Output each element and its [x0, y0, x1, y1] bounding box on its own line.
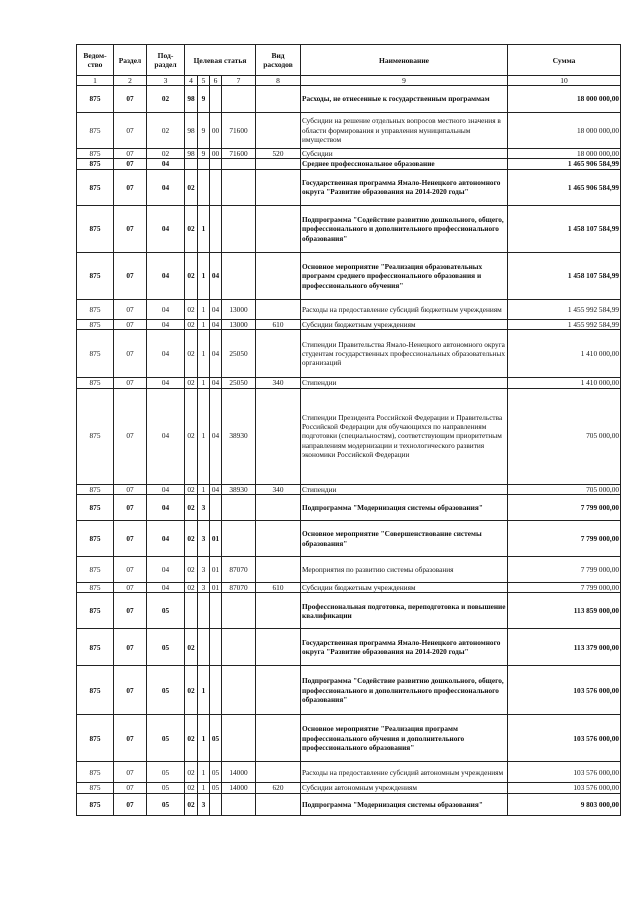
cell-summa: 113 859 000,00: [508, 593, 621, 629]
cell-program: 02: [185, 495, 198, 521]
cell-razdel: 07: [114, 593, 147, 629]
cell-vedomstvo: 875: [77, 86, 114, 113]
cell-program: 02: [185, 629, 198, 666]
table-row: [77, 378, 621, 388]
cell-event: [210, 495, 222, 521]
cell-vedomstvo: 875: [77, 149, 114, 159]
cell-summa: 1 458 107 584,99: [508, 252, 621, 299]
cell-direction: [222, 86, 256, 113]
cell-vedomstvo: 875: [77, 629, 114, 666]
cell-razdel: 07: [114, 583, 147, 593]
column-number: 9: [301, 76, 508, 86]
cell-event: [210, 159, 222, 169]
column-number: 5: [198, 76, 210, 86]
table-row: [77, 388, 621, 484]
cell-subprogram: 9: [198, 113, 210, 149]
cell-summa: 1 455 992 584,99: [508, 299, 621, 319]
cell-program: 02: [185, 484, 198, 494]
cell-vedomstvo: 875: [77, 169, 114, 205]
column-number: 4: [185, 76, 198, 86]
cell-razdel: 07: [114, 113, 147, 149]
cell-razdel: 07: [114, 378, 147, 388]
cell-direction: 87070: [222, 557, 256, 583]
cell-direction: [222, 593, 256, 629]
table-row: [77, 557, 621, 583]
cell-podrazdel: 05: [147, 715, 185, 762]
cell-event: 05: [210, 783, 222, 793]
cell-naimenovanie: Подпрограмма "Модернизация системы образования": [301, 793, 508, 815]
cell-subprogram: 9: [198, 149, 210, 159]
cell-subprogram: 1: [198, 330, 210, 378]
table-row: [77, 495, 621, 521]
table-row: [77, 205, 621, 252]
cell-podrazdel: 04: [147, 583, 185, 593]
cell-program: 02: [185, 205, 198, 252]
cell-podrazdel: 02: [147, 86, 185, 113]
cell-direction: [222, 666, 256, 715]
cell-program: 02: [185, 521, 198, 557]
cell-razdel: 07: [114, 319, 147, 329]
cell-naimenovanie: Подпрограмма "Содействие развитию дошкольного, общего, профессионального и дополнительного профессионального образования": [301, 205, 508, 252]
table-row: [77, 666, 621, 715]
cell-naimenovanie: Стипендии Президента Российской Федерации и Правительства Российской Федерации для обучающихся по направлениям подготовки (специальностям), соответствующим приоритетным направлениям модернизации и технологического развития экономики Российской Федерации: [301, 388, 508, 484]
cell-event: 01: [210, 583, 222, 593]
cell-program: 02: [185, 583, 198, 593]
cell-subprogram: 1: [198, 484, 210, 494]
cell-naimenovanie: Среднее профессиональное образование: [301, 159, 508, 169]
cell-razdel: 07: [114, 299, 147, 319]
cell-podrazdel: 05: [147, 666, 185, 715]
cell-naimenovanie: Расходы на предоставление субсидий бюджетным учреждениям: [301, 299, 508, 319]
cell-program: 98: [185, 113, 198, 149]
cell-podrazdel: 04: [147, 484, 185, 494]
cell-summa: 7 799 000,00: [508, 557, 621, 583]
cell-subprogram: 1: [198, 319, 210, 329]
cell-direction: [222, 252, 256, 299]
cell-vid-raskhodov: [256, 762, 301, 783]
cell-summa: 705 000,00: [508, 484, 621, 494]
cell-program: 02: [185, 169, 198, 205]
header-tselevaya-statya: Целевая статья: [185, 45, 256, 76]
cell-summa: 7 799 000,00: [508, 495, 621, 521]
cell-subprogram: 3: [198, 495, 210, 521]
table-row: [77, 593, 621, 629]
cell-vid-raskhodov: 340: [256, 378, 301, 388]
cell-razdel: 07: [114, 205, 147, 252]
table-row: [77, 762, 621, 783]
cell-vid-raskhodov: 620: [256, 783, 301, 793]
header-vedomstvo: Ведом-ство: [77, 45, 114, 76]
cell-subprogram: 1: [198, 666, 210, 715]
cell-vid-raskhodov: [256, 330, 301, 378]
cell-summa: 18 000 000,00: [508, 149, 621, 159]
cell-vedomstvo: 875: [77, 330, 114, 378]
cell-direction: 13000: [222, 299, 256, 319]
cell-event: [210, 205, 222, 252]
cell-vedomstvo: 875: [77, 793, 114, 815]
column-number: 1: [77, 76, 114, 86]
cell-naimenovanie: Основное мероприятие "Реализация образовательных программ среднего профессионального образования и профессионального обучения": [301, 252, 508, 299]
cell-summa: 18 000 000,00: [508, 113, 621, 149]
cell-vid-raskhodov: [256, 629, 301, 666]
cell-razdel: 07: [114, 762, 147, 783]
cell-event: 04: [210, 319, 222, 329]
cell-vedomstvo: 875: [77, 557, 114, 583]
cell-vedomstvo: 875: [77, 319, 114, 329]
cell-direction: 14000: [222, 762, 256, 783]
cell-event: [210, 629, 222, 666]
cell-event: 05: [210, 762, 222, 783]
cell-naimenovanie: Расходы, не отнесенные к государственным программам: [301, 86, 508, 113]
cell-subprogram: [198, 169, 210, 205]
table-header-row: [77, 45, 621, 76]
cell-summa: 1 465 906 584,99: [508, 169, 621, 205]
cell-razdel: 07: [114, 521, 147, 557]
cell-vid-raskhodov: [256, 495, 301, 521]
cell-summa: 103 576 000,00: [508, 666, 621, 715]
cell-naimenovanie: Субсидии бюджетным учреждениям: [301, 319, 508, 329]
cell-event: 00: [210, 113, 222, 149]
cell-naimenovanie: Профессиональная подготовка, переподготовка и повышение квалификации: [301, 593, 508, 629]
cell-vedomstvo: 875: [77, 593, 114, 629]
cell-event: 04: [210, 484, 222, 494]
cell-vid-raskhodov: [256, 521, 301, 557]
cell-summa: 1 465 906 584,99: [508, 159, 621, 169]
cell-program: 02: [185, 666, 198, 715]
cell-subprogram: 3: [198, 793, 210, 815]
cell-event: 04: [210, 330, 222, 378]
header-summa: Сумма: [508, 45, 621, 76]
cell-direction: [222, 629, 256, 666]
cell-subprogram: [198, 159, 210, 169]
cell-naimenovanie: Мероприятия по развитию системы образования: [301, 557, 508, 583]
cell-vid-raskhodov: [256, 299, 301, 319]
cell-program: [185, 159, 198, 169]
cell-event: [210, 666, 222, 715]
cell-vid-raskhodov: [256, 252, 301, 299]
budget-table: [76, 44, 621, 816]
cell-vid-raskhodov: [256, 169, 301, 205]
cell-program: 02: [185, 252, 198, 299]
cell-naimenovanie: Субсидии автономным учреждениям: [301, 783, 508, 793]
cell-vid-raskhodov: [256, 593, 301, 629]
cell-vedomstvo: 875: [77, 495, 114, 521]
column-number: 7: [222, 76, 256, 86]
cell-podrazdel: 04: [147, 299, 185, 319]
cell-subprogram: 1: [198, 388, 210, 484]
cell-podrazdel: 04: [147, 495, 185, 521]
cell-razdel: 07: [114, 557, 147, 583]
table-row: [77, 629, 621, 666]
cell-direction: 14000: [222, 783, 256, 793]
header-vid-raskhodov: Вид расходов: [256, 45, 301, 76]
table-row: [77, 783, 621, 793]
cell-event: 01: [210, 557, 222, 583]
column-number: 8: [256, 76, 301, 86]
cell-razdel: 07: [114, 169, 147, 205]
cell-subprogram: 1: [198, 299, 210, 319]
cell-razdel: 07: [114, 629, 147, 666]
cell-program: 02: [185, 319, 198, 329]
cell-direction: 25050: [222, 378, 256, 388]
cell-podrazdel: 04: [147, 252, 185, 299]
cell-event: 05: [210, 715, 222, 762]
table-row: [77, 319, 621, 329]
cell-program: 98: [185, 149, 198, 159]
cell-vedomstvo: 875: [77, 205, 114, 252]
cell-direction: 71600: [222, 113, 256, 149]
cell-direction: 87070: [222, 583, 256, 593]
cell-direction: [222, 169, 256, 205]
cell-podrazdel: 04: [147, 330, 185, 378]
table-row: [77, 252, 621, 299]
cell-naimenovanie: Государственная программа Ямало-Ненецкого автономного округа "Развитие образования на 2014-2020 годы": [301, 169, 508, 205]
cell-direction: [222, 159, 256, 169]
cell-naimenovanie: Субсидии: [301, 149, 508, 159]
cell-program: [185, 593, 198, 629]
cell-vedomstvo: 875: [77, 378, 114, 388]
table-body: [77, 86, 621, 816]
cell-event: 04: [210, 299, 222, 319]
table-row: [77, 159, 621, 169]
cell-direction: [222, 205, 256, 252]
cell-vedomstvo: 875: [77, 159, 114, 169]
cell-razdel: 07: [114, 86, 147, 113]
table-row: [77, 583, 621, 593]
cell-naimenovanie: Подпрограмма "Модернизация системы образования": [301, 495, 508, 521]
cell-subprogram: 1: [198, 762, 210, 783]
cell-summa: 7 799 000,00: [508, 583, 621, 593]
cell-vedomstvo: 875: [77, 113, 114, 149]
cell-podrazdel: 04: [147, 388, 185, 484]
cell-summa: 7 799 000,00: [508, 521, 621, 557]
cell-direction: 38930: [222, 388, 256, 484]
cell-vid-raskhodov: [256, 793, 301, 815]
cell-event: [210, 593, 222, 629]
cell-program: 02: [185, 557, 198, 583]
cell-vedomstvo: 875: [77, 666, 114, 715]
cell-vedomstvo: 875: [77, 762, 114, 783]
cell-vedomstvo: 875: [77, 388, 114, 484]
cell-razdel: 07: [114, 159, 147, 169]
cell-program: 02: [185, 388, 198, 484]
table-row: [77, 484, 621, 494]
cell-razdel: 07: [114, 793, 147, 815]
cell-program: 98: [185, 86, 198, 113]
column-number: 6: [210, 76, 222, 86]
cell-vid-raskhodov: [256, 557, 301, 583]
cell-summa: 1 410 000,00: [508, 330, 621, 378]
cell-vid-raskhodov: [256, 205, 301, 252]
cell-program: 02: [185, 715, 198, 762]
cell-subprogram: 1: [198, 783, 210, 793]
cell-razdel: 07: [114, 149, 147, 159]
cell-vid-raskhodov: 340: [256, 484, 301, 494]
cell-program: 02: [185, 793, 198, 815]
header-podrazdel: Под-раздел: [147, 45, 185, 76]
cell-naimenovanie: Подпрограмма "Содействие развитию дошкольного, общего, профессионального и дополнительного профессионального образования": [301, 666, 508, 715]
column-number: 3: [147, 76, 185, 86]
cell-podrazdel: 05: [147, 783, 185, 793]
cell-event: 01: [210, 521, 222, 557]
cell-vedomstvo: 875: [77, 783, 114, 793]
cell-razdel: 07: [114, 666, 147, 715]
cell-podrazdel: 05: [147, 793, 185, 815]
cell-summa: 1 410 000,00: [508, 378, 621, 388]
cell-naimenovanie: Стипендии: [301, 484, 508, 494]
cell-vid-raskhodov: [256, 715, 301, 762]
column-number: 2: [114, 76, 147, 86]
cell-vid-raskhodov: 610: [256, 583, 301, 593]
cell-direction: 13000: [222, 319, 256, 329]
cell-vedomstvo: 875: [77, 252, 114, 299]
cell-subprogram: 1: [198, 252, 210, 299]
cell-summa: 103 576 000,00: [508, 783, 621, 793]
cell-podrazdel: 04: [147, 205, 185, 252]
cell-direction: [222, 521, 256, 557]
cell-naimenovanie: Субсидии бюджетным учреждениям: [301, 583, 508, 593]
cell-podrazdel: 02: [147, 149, 185, 159]
cell-summa: 103 576 000,00: [508, 715, 621, 762]
header-razdel: Раздел: [114, 45, 147, 76]
cell-summa: 103 576 000,00: [508, 762, 621, 783]
cell-razdel: 07: [114, 388, 147, 484]
cell-subprogram: 3: [198, 583, 210, 593]
cell-program: 02: [185, 299, 198, 319]
cell-direction: 25050: [222, 330, 256, 378]
cell-podrazdel: 04: [147, 319, 185, 329]
cell-naimenovanie: Расходы на предоставление субсидий автономным учреждениям: [301, 762, 508, 783]
cell-program: 02: [185, 378, 198, 388]
cell-vedomstvo: 875: [77, 583, 114, 593]
cell-naimenovanie: Стипендии Правительства Ямало-Ненецкого автономного округа студентам государственных профессиональных образовательных организаций: [301, 330, 508, 378]
cell-summa: 705 000,00: [508, 388, 621, 484]
table-row: [77, 793, 621, 815]
budget-document: [76, 44, 621, 816]
cell-naimenovanie: Стипендии: [301, 378, 508, 388]
cell-podrazdel: 02: [147, 113, 185, 149]
cell-podrazdel: 04: [147, 169, 185, 205]
cell-naimenovanie: Государственная программа Ямало-Ненецкого автономного округа "Развитие образования на 2014-2020 годы": [301, 629, 508, 666]
table-row: [77, 715, 621, 762]
cell-subprogram: [198, 593, 210, 629]
cell-event: 04: [210, 388, 222, 484]
cell-summa: 1 458 107 584,99: [508, 205, 621, 252]
cell-vid-raskhodov: [256, 388, 301, 484]
cell-vid-raskhodov: [256, 666, 301, 715]
cell-event: [210, 793, 222, 815]
cell-event: 04: [210, 252, 222, 299]
cell-event: 04: [210, 378, 222, 388]
cell-podrazdel: 05: [147, 629, 185, 666]
cell-razdel: 07: [114, 495, 147, 521]
cell-subprogram: 9: [198, 86, 210, 113]
cell-subprogram: 1: [198, 378, 210, 388]
header-naimenovanie: Наименование: [301, 45, 508, 76]
cell-razdel: 07: [114, 330, 147, 378]
cell-vedomstvo: 875: [77, 521, 114, 557]
cell-vedomstvo: 875: [77, 715, 114, 762]
cell-direction: 38930: [222, 484, 256, 494]
cell-razdel: 07: [114, 783, 147, 793]
cell-summa: 113 379 000,00: [508, 629, 621, 666]
cell-naimenovanie: Основное мероприятие "Реализация программ профессионального обучения и дополнительного профессионального образования": [301, 715, 508, 762]
cell-podrazdel: 04: [147, 159, 185, 169]
cell-vid-raskhodov: 610: [256, 319, 301, 329]
table-row: [77, 330, 621, 378]
cell-razdel: 07: [114, 715, 147, 762]
cell-podrazdel: 04: [147, 378, 185, 388]
cell-podrazdel: 04: [147, 521, 185, 557]
cell-summa: 18 000 000,00: [508, 86, 621, 113]
cell-subprogram: 3: [198, 557, 210, 583]
table-row: [77, 169, 621, 205]
table-row: [77, 299, 621, 319]
cell-subprogram: 1: [198, 205, 210, 252]
table-row: [77, 86, 621, 113]
column-number-row: [77, 76, 621, 86]
cell-podrazdel: 05: [147, 762, 185, 783]
cell-event: [210, 169, 222, 205]
cell-podrazdel: 05: [147, 593, 185, 629]
cell-podrazdel: 04: [147, 557, 185, 583]
cell-program: 02: [185, 783, 198, 793]
cell-direction: [222, 495, 256, 521]
cell-vedomstvo: 875: [77, 299, 114, 319]
cell-direction: [222, 793, 256, 815]
cell-vid-raskhodov: [256, 159, 301, 169]
cell-razdel: 07: [114, 484, 147, 494]
cell-program: 02: [185, 330, 198, 378]
cell-subprogram: [198, 629, 210, 666]
cell-summa: 9 803 000,00: [508, 793, 621, 815]
cell-event: [210, 86, 222, 113]
cell-vid-raskhodov: [256, 86, 301, 113]
table-row: [77, 149, 621, 159]
table-row: [77, 521, 621, 557]
cell-subprogram: 3: [198, 521, 210, 557]
cell-summa: 1 455 992 584,99: [508, 319, 621, 329]
cell-razdel: 07: [114, 252, 147, 299]
cell-direction: 71600: [222, 149, 256, 159]
cell-naimenovanie: Субсидии на решение отдельных вопросов местного значения в области формирования и управления муниципальным имуществом: [301, 113, 508, 149]
cell-direction: [222, 715, 256, 762]
table-row: [77, 113, 621, 149]
cell-naimenovanie: Основное мероприятие "Совершенствование системы образования": [301, 521, 508, 557]
cell-vid-raskhodov: 520: [256, 149, 301, 159]
cell-program: 02: [185, 762, 198, 783]
cell-vedomstvo: 875: [77, 484, 114, 494]
column-number: 10: [508, 76, 621, 86]
cell-event: 00: [210, 149, 222, 159]
cell-subprogram: 1: [198, 715, 210, 762]
cell-vid-raskhodov: [256, 113, 301, 149]
